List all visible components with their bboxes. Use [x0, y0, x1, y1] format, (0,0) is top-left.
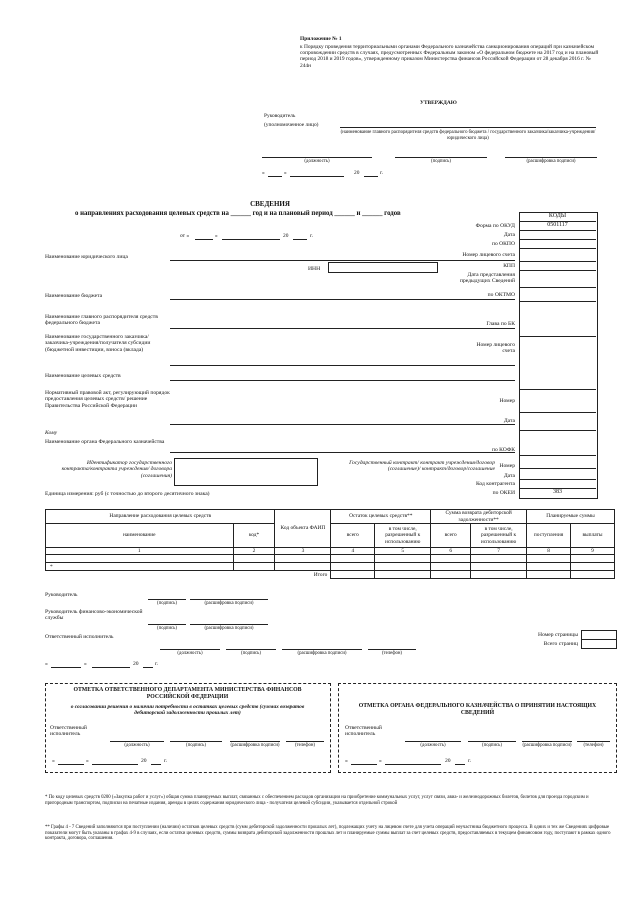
col-num-2: 2 — [233, 548, 275, 555]
table-row-star[interactable] — [46, 563, 615, 571]
nomer-value[interactable] — [519, 390, 596, 413]
budget-name-label: Наименование бюджета — [45, 293, 103, 299]
codes-header: КОДЫ — [519, 213, 596, 222]
cell-faip[interactable] — [275, 555, 331, 563]
total-label: Итого — [313, 571, 328, 578]
target-name-label: Наименование целевых средств — [45, 373, 121, 379]
treasury-position: (должность) — [420, 743, 446, 748]
cell-c6[interactable] — [431, 563, 471, 571]
treasury-exec-label: Ответственный исполнитель — [345, 725, 382, 738]
appendix-text: к Порядку проведения территориальными органами Федерального казначейства санкционирования операций при казначейском сопровождении средств в случаях, предусмотренных Федеральным законом «О федеральном бюджете на 2017 год и на плановый период 2018 и 2019 годов», утвержденному приказом Министерства финансов Российской Федерации от 28 декабря 2016 г. № 244н — [300, 44, 599, 69]
grbs-name-line[interactable] — [170, 328, 515, 329]
cell-code[interactable] — [233, 563, 275, 571]
approve-year-line[interactable] — [364, 176, 378, 177]
sig-exec-sign-line[interactable] — [226, 649, 276, 650]
okei-label: по ОКЕИ — [492, 490, 515, 496]
legal-act-line[interactable] — [170, 424, 515, 425]
sig-head-sign: (подпись) — [157, 601, 177, 606]
sig-exec-position: (должность) — [177, 651, 203, 656]
ministry-month-line[interactable] — [92, 764, 138, 765]
th-debt: Сумма возврата дебиторской задолженности** — [431, 510, 527, 524]
whom-label: Кому — [45, 430, 58, 436]
sig-head-sign-line[interactable] — [148, 599, 186, 600]
approve-head-label: Руководитель — [264, 113, 296, 119]
sig-fin-label: Руководитель финансово-экономической службы — [45, 609, 143, 622]
col-num-9: 9 — [571, 548, 615, 555]
account-label: Номер лицевого счета — [462, 252, 515, 258]
th-code: код* — [233, 524, 275, 548]
sig-fin-sign-line[interactable] — [148, 624, 186, 625]
heading-date-from: от « — [180, 233, 190, 239]
sig-date-close: » — [84, 661, 87, 667]
sig-exec-phone-line[interactable] — [368, 649, 416, 650]
kofk-value[interactable] — [519, 431, 596, 456]
cell-c4[interactable] — [331, 563, 375, 571]
ministry-decoding-line[interactable] — [230, 741, 280, 742]
sig-fin-decoding-line[interactable] — [190, 624, 268, 625]
ministry-day-line[interactable] — [58, 764, 84, 765]
col-num-4: 4 — [331, 548, 375, 555]
nomer-label: Номер — [499, 398, 515, 404]
sig-month-line[interactable] — [92, 667, 130, 668]
treasury-year-suffix: г. — [468, 758, 472, 764]
code-cost-label: Код контрагента — [475, 481, 515, 487]
legal-act-label: Нормативный правовой акт, регулирующий порядок предоставления целевых средств/ решение Правительства Российской Федерации — [45, 390, 170, 409]
sig-fin-sign: (подпись) — [157, 626, 177, 631]
approve-org-caption: (наименование главного распорядителя средств федерального бюджета / государственного заказчика/заказчика-учреждения/юридического лица) — [340, 130, 596, 141]
cell-code[interactable] — [233, 555, 275, 563]
total-c4[interactable] — [331, 571, 375, 579]
cell-c4[interactable] — [331, 555, 375, 563]
approve-date-close: » — [284, 170, 287, 176]
approve-position: (должность) — [304, 159, 330, 164]
table-row[interactable] — [46, 555, 615, 563]
account-value[interactable] — [519, 249, 596, 262]
total-c7[interactable] — [471, 571, 527, 579]
form-title: СВЕДЕНИЯ — [250, 200, 290, 208]
approve-year: 20 — [354, 170, 360, 176]
contract-id-input[interactable] — [174, 458, 318, 486]
cell-c9[interactable] — [571, 555, 615, 563]
approve-decoding-line[interactable] — [505, 157, 597, 158]
sig-exec-phone: (телефон) — [381, 651, 403, 656]
th-name: наименование — [46, 524, 234, 548]
date-value[interactable] — [519, 231, 596, 240]
approve-year-suffix: г. — [380, 170, 383, 176]
th-payments: выплаты — [571, 524, 615, 548]
data-value[interactable] — [519, 413, 596, 431]
prev-date-label: Дата представления предыдущих Сведений — [459, 272, 515, 285]
star-row-mark: * — [46, 563, 234, 571]
legal-name-label: Наименование юридического лица — [45, 254, 128, 260]
cell-faip[interactable] — [275, 563, 331, 571]
page-total-label: Всего страниц — [543, 641, 578, 647]
th-rest-allowed: в том числе, разрешенный к использованию — [375, 524, 431, 548]
glava-value[interactable] — [519, 302, 596, 337]
ministry-mark-title: ОТМЕТКА ОТВЕТСТВЕННОГО ДЕПАРТАМЕНТА МИНИСТЕРСТВА ФИНАНСОВ РОССИЙСКОЙ ФЕДЕРАЦИИ — [73, 687, 302, 700]
approve-head-label2: (уполномоченное лицо) — [264, 122, 319, 128]
th-receipts: поступления — [527, 524, 571, 548]
ministry-date-open: « — [52, 758, 55, 764]
th-rest: Остаток целевых средств** — [331, 510, 431, 524]
sig-date-open: « — [45, 661, 48, 667]
nomer2-value[interactable] — [519, 456, 596, 469]
legal-name-line[interactable] — [170, 260, 515, 261]
nomer2-label: Номер — [499, 463, 515, 469]
okei-value: 383 — [553, 489, 562, 495]
approve-org-line[interactable] — [340, 127, 596, 128]
total-c6[interactable] — [431, 571, 471, 579]
treasury-month-line[interactable] — [385, 764, 441, 765]
col-num-3: 3 — [275, 548, 331, 555]
sig-exec-decoding: (расшифровка подписи) — [297, 651, 347, 656]
footnote-2: ** Графы 4 - 7 Сведений заполняются при поступлении (наличии) остатков целевых средств (сумм дебиторской задолженности прошлых лет), подлежащих учету на лицевом счете для учета операций неучастника бюджетного процесса. В одних и тех же Сведениях цифровые показатели могут быть указаны в графах 4-9 в случаях, если остатки целевых средств, суммы возврата дебиторской задолженности прошлых лет и планируемые суммы выплат за счет целевых средств, предоставляемых в текущем финансовом году, поступают в рамках одного контракта, договора, соглашения. — [45, 825, 611, 842]
treasury-sign: (подпись) — [482, 743, 502, 748]
cell-c9[interactable] — [571, 563, 615, 571]
ministry-sign-line[interactable] — [170, 741, 222, 742]
cell-c7[interactable] — [471, 555, 527, 563]
ministry-mark-subtitle: о согласовании решения о наличии потребности в остатках целевых средств (суммах возвратов дебиторской задолженности прошлых лет) — [70, 704, 305, 717]
data-label: Дата — [503, 418, 515, 424]
glava-label: Глава по БК — [486, 321, 515, 327]
approve-position-line[interactable] — [262, 157, 372, 158]
treasury-decoding: (расшифровка подписи) — [522, 743, 572, 748]
contract-id-label: Идентификатор государственного контракта/контракта учреждения/ договора (соглашения) — [61, 460, 172, 479]
col-num-1: 1 — [46, 548, 234, 555]
sig-year-suffix: г. — [155, 661, 159, 667]
fk-name-line[interactable] — [170, 452, 515, 453]
okud-label: Форма по ОКУД — [475, 223, 515, 229]
sig-exec-sign: (подпись) — [241, 651, 261, 656]
ministry-date-close: » — [86, 758, 89, 764]
directions-table — [45, 509, 615, 579]
heading-month-line[interactable] — [222, 239, 280, 240]
th-rest-total: всего — [331, 524, 375, 548]
oktmo-label: по ОКТМО — [487, 292, 515, 298]
date-label: Дата — [503, 232, 515, 238]
fk-name-label: Наименование органа Федерального казначейства — [45, 439, 165, 445]
sig-head-label: Руководитель — [45, 592, 78, 598]
oktmo-value[interactable] — [519, 288, 596, 302]
th-plan: Планируемые суммы — [527, 510, 615, 524]
sig-exec-label: Ответственный исполнитель — [45, 634, 114, 640]
sig-exec-decoding-line[interactable] — [282, 649, 362, 650]
treasury-position-line[interactable] — [405, 741, 461, 742]
treasury-date-open: « — [345, 758, 348, 764]
heading-year-suffix: г. — [310, 233, 313, 239]
ministry-year: 20 — [141, 758, 147, 764]
kpp-label: КПП — [503, 263, 515, 269]
contract-right-label: Государственный контракт/ контракт учреждения/договор (соглашение)/ контракт/договор/соглашение — [349, 460, 495, 473]
approve-title: УТВЕРЖДАЮ — [420, 100, 457, 106]
th-debt-total: всего — [431, 524, 471, 548]
col-num-5: 5 — [375, 548, 431, 555]
treasury-day-line[interactable] — [351, 764, 377, 765]
total-c8[interactable] — [527, 571, 571, 579]
customer-name-label: Наименование государственного заказчика/заказчика-учреждения/получателя субсидии (бюджетной инвестиции, взноса (вклада) — [45, 334, 151, 353]
customer-name-line[interactable] — [170, 365, 515, 366]
footnote-1: * По коду целевых средств 0200 («Закупка работ и услуг») общая сумма планируемых выплат, связанных с обеспечением расходов организации на приобретение коммунальных услуг, услуг связи, авиа- и железнодорожных билетов, билетов для проезда городским и пригородным транспортом, подписки на печатные издания, аренды в целях содержания юридического лица - получателя целевой субсидии, указывается отдельной строкой — [45, 795, 589, 806]
approve-date-open: « — [262, 170, 265, 176]
treasury-mark-title: ОТМЕТКА ОРГАНА ФЕДЕРАЛЬНОГО КАЗНАЧЕЙСТВА О ПРИНЯТИИ НАСТОЯЩИХ СВЕДЕНИЙ — [358, 703, 597, 716]
ministry-position-line[interactable] — [110, 741, 164, 742]
okpo-value[interactable] — [519, 240, 596, 249]
appendix-title: Приложение № 1 — [300, 36, 342, 42]
th-faip: Код объекта ФАИП — [275, 510, 331, 548]
table-total-row — [46, 571, 615, 579]
okud-value[interactable]: 0501117 — [519, 222, 596, 231]
approve-signature-line[interactable] — [395, 157, 487, 158]
data2-label: Дата — [503, 473, 515, 479]
sig-year: 20 — [133, 661, 139, 667]
cell-c6[interactable] — [431, 555, 471, 563]
personal-account-value[interactable] — [519, 337, 596, 390]
ministry-phone-line[interactable] — [286, 741, 324, 742]
cell-c8[interactable] — [527, 555, 571, 563]
heading-day-line[interactable] — [195, 239, 213, 240]
okpo-label: по ОКПО — [491, 241, 515, 247]
budget-name-line[interactable] — [170, 299, 515, 300]
treasury-phone: (телефон) — [583, 743, 604, 748]
heading-year: 20 — [283, 233, 289, 239]
treasury-phone-line[interactable] — [577, 741, 610, 742]
cell-c8[interactable] — [527, 563, 571, 571]
approve-month-line[interactable] — [290, 176, 344, 177]
th-debt-allowed: в том числе, разрешенный к использованию — [471, 524, 527, 548]
treasury-year: 20 — [445, 758, 451, 764]
total-c5[interactable] — [375, 571, 431, 579]
ministry-position: (должность) — [124, 743, 150, 748]
ministry-phone: (телефон) — [294, 743, 316, 748]
ministry-decoding: (расшифровка подписи) — [230, 743, 280, 748]
ministry-year-suffix: г. — [164, 758, 168, 764]
treasury-sign-line[interactable] — [468, 741, 516, 742]
target-name-line[interactable] — [170, 380, 515, 381]
inn-label: ИНН — [308, 266, 321, 272]
cell-name[interactable] — [46, 555, 234, 563]
data2-value[interactable] — [519, 469, 596, 480]
heading-date-close: » — [215, 233, 218, 239]
personal-account-label: Номер лицевого счета — [476, 342, 515, 355]
sig-exec-position-line[interactable] — [160, 649, 220, 650]
kpp-value[interactable] — [519, 262, 596, 271]
col-num-7: 7 — [471, 548, 527, 555]
col-num-6: 6 — [431, 548, 471, 555]
sig-head-decoding-line[interactable] — [190, 599, 268, 600]
sig-day-line[interactable] — [51, 667, 81, 668]
treasury-decoding-line[interactable] — [522, 741, 572, 742]
page-total-input[interactable] — [581, 639, 617, 649]
th-directions: Направление расходования целевых средств — [46, 510, 275, 524]
heading-year-line[interactable] — [293, 239, 307, 240]
cell-c7[interactable] — [471, 563, 527, 571]
unit-label: Единица измерения: руб (с точностью до второго десятичного знака) — [45, 491, 210, 497]
sig-year-line[interactable] — [143, 667, 153, 668]
ministry-exec-label: Ответственный исполнитель — [50, 725, 87, 738]
prev-date-value[interactable] — [519, 271, 596, 288]
ministry-sign: (подпись) — [186, 743, 206, 748]
grbs-name-label: Наименование главного распорядителя средств федерального бюджета — [45, 314, 158, 327]
approve-day-line[interactable] — [268, 176, 282, 177]
approve-signature: (подпись) — [431, 159, 451, 164]
code-cost-value[interactable] — [519, 480, 596, 489]
page-num-label: Номер страницы — [538, 632, 578, 638]
sig-fin-decoding: (расшифровка подписи) — [204, 626, 254, 631]
sig-head-decoding: (расшифровка подписи) — [204, 601, 254, 606]
treasury-date-close: » — [379, 758, 382, 764]
ministry-year-line[interactable] — [151, 764, 161, 765]
treasury-year-line[interactable] — [455, 764, 465, 765]
inn-input[interactable] — [328, 262, 438, 273]
kofk-label: по КОФК — [491, 447, 515, 453]
cell-c5[interactable] — [375, 563, 431, 571]
cell-c5[interactable] — [375, 555, 431, 563]
total-c9[interactable] — [571, 571, 615, 579]
form-subtitle: о направлениях расходования целевых средств на ______ год и на плановый период ______ и ______ годов — [75, 210, 401, 217]
col-num-8: 8 — [527, 548, 571, 555]
approve-decoding: (расшифровка подписи) — [526, 159, 576, 164]
